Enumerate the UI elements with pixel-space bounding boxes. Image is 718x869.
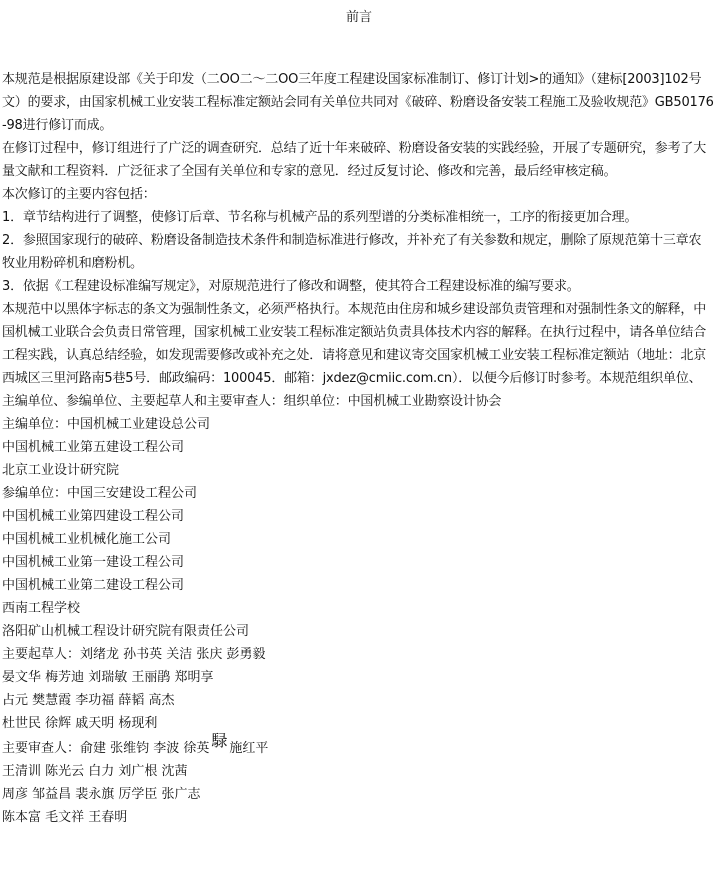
paragraph-item-3: 3．依据《工程建设标准编写规定》，对原规范进行了修改和调整，使其符合工程建设标准的编写要求。 [2,279,580,294]
line-participating: 参编单位：中国三安建设工程公司 [2,486,198,501]
line-names: 陈本富 毛文祥 王春明 [2,810,128,825]
paragraph-mandatory: 本规范中以黑体字标志的条文为强制性条文，必须严格执行。本规范由住房和城乡建设部负责管理和对强制性条文的解释，中国机械工业联合会负责日常管理，国家机械工业安装工程标准定额站负责具体技术内容的解释。在执行过程中，请各单位结合工程实践，认真总结经验，如发现需要修改或补充之处．请将意见和建议寄交国家机械工业安装工程标准定额站（地址：北京西城区三里河路南5巷5号．邮政编码：100045．邮箱：jxdez@cmiic.com.cn）．以便今后修订时参考。本规范组织单位、主编单位、参编单位、主要起草人和主要审查人：组织单位：中国机械工业勘察设计协会 [2,302,707,409]
reviewers-text-end: 施红平 [229,741,269,756]
line-unit: 北京工业设计研究院 [2,463,120,478]
paragraph-source: 本规范是根据原建设部《关于印发（二OO二～二OO三年度工程建设国家标准制订、修订计划>的通知》（建标[2003]102号文）的要求，由国家机械工业安装工程标准定额站会同有关单位共同对《破碎、粉磨设备安装工程施工及验收规范》GB50176-98进行修订而成。 [2,72,714,133]
page-title: 前言 [345,10,372,25]
line-unit: 中国机械工业第四建设工程公司 [2,509,185,524]
line-unit: 中国机械工业第二建设工程公司 [2,578,185,593]
paragraph-contents-intro: 本次修订的主要内容包括： [2,187,156,202]
line-names: 周彦 邹益昌 裴永旗 厉学臣 张广志 [2,787,201,802]
paragraph-item-2: 2．参照国家现行的破碎、粉磨设备制造技术条件和制造标准进行修改，并补充了有关参数和规定，删除了原规范第十三章农牧业用粉碎机和磨粉机。 [2,233,702,271]
line-unit: 中国机械工业机械化施工公司 [2,532,172,547]
paragraph-process: 在修订过程中，修订组进行了广泛的调查研究．总结了近十年来破碎、粉磨设备安装的实践经验，开展了专题研究，参考了大量文献和工程资料．广泛征求了全国有关单位和专家的意见．经过反复讨论、修改和完善，最后经审核定稿。 [2,141,707,179]
line-unit: 中国机械工业第五建设工程公司 [2,440,185,455]
line-names: 占元 樊慧霞 李功福 薛韬 高杰 [2,693,175,708]
line-drafters: 主要起草人：刘绪龙 孙书英 关洁 张庆 彭勇毅 [2,647,266,662]
line-unit: 洛阳矿山机械工程设计研究院有限责任公司 [2,624,250,639]
raised-character: 騄 [211,731,228,750]
line-names: 晏文华 梅芳迪 刘瑞敏 王丽鹃 郑明享 [2,670,214,685]
paragraph-item-1: 1．章节结构进行了调整，使修订后章、节名称与机械产品的系列型谱的分类标准相统一，工序的衔接更加合理。 [2,210,638,225]
line-unit: 西南工程学校 [2,601,81,616]
line-chief-editor: 主编单位：中国机械工业建设总公司 [2,417,211,432]
line-names: 王清训 陈光云 白力 刘广根 沈茜 [2,764,188,779]
reviewers-text: 主要审查人：俞建 张维钧 李波 徐英 [2,741,210,756]
line-unit: 中国机械工业第一建设工程公司 [2,555,185,570]
line-names: 杜世民 徐辉 戚天明 杨现利 [2,716,158,731]
line-reviewers [2,731,714,760]
document-body [2,68,714,829]
